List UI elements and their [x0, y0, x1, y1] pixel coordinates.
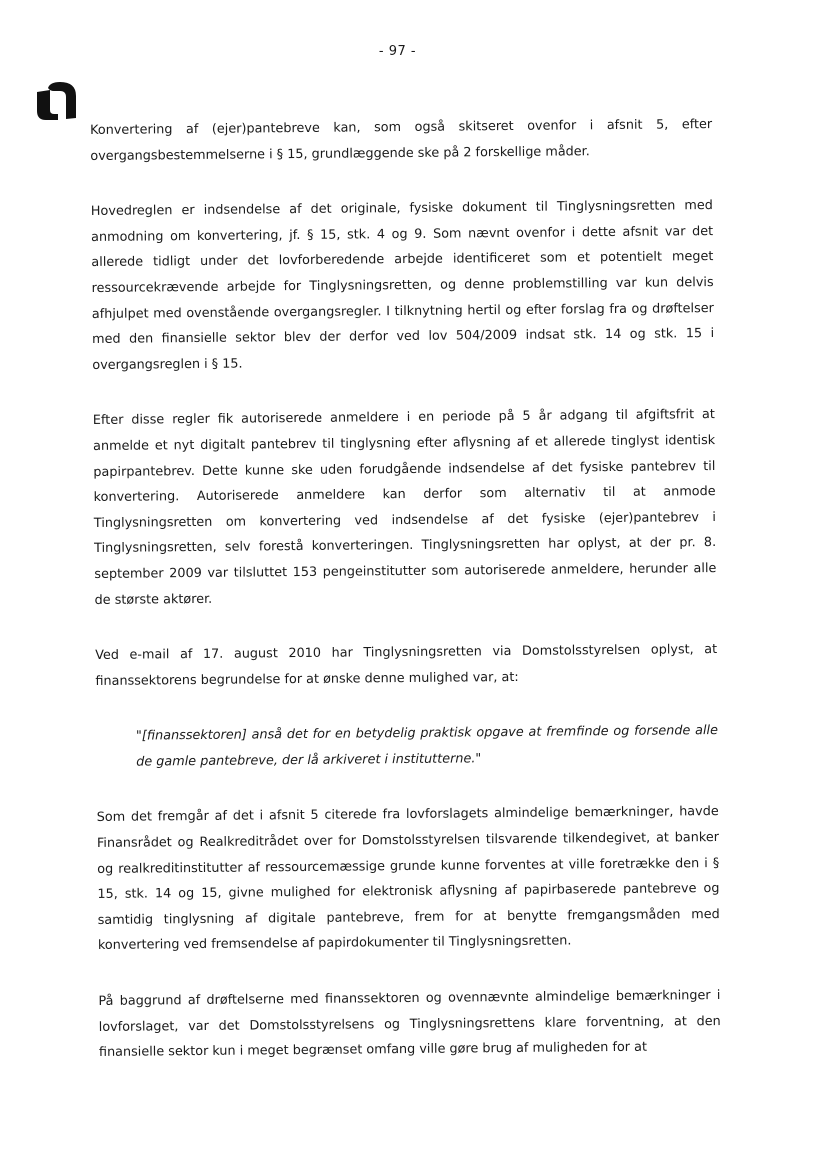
paragraph: Efter disse regler fik autoriserede anmeldere i en periode på 5 år adgang til afgiftsfrit at anmelde et nyt digitalt pantebrev til tinglysning efter aflysning af et allerede tinglyst identisk papirpantebrev. Dette kunne ske uden forudgående indsendelse af det fysiske pantebrev til konvertering. Autoriserede anmeldere kan derfor som alternativ til at anmode Tinglysningsretten om konvertering ved indsendelse af det fysiske (ejer)pantebrev i Tinglysningsretten, selv forestå konverteringen. Tinglysningsretten har oplyst, at der pr. 8. september 2009 var tilsluttet 153 pengeinstitutter som autoriserede anmeldere, herunder alle de største aktører.	[92, 407, 717, 608]
court-logo-icon	[36, 82, 78, 122]
page-number: - 97 -	[378, 44, 417, 59]
document-body	[90, 112, 721, 1096]
paragraph: Hovedreglen er indsendelse af det originale, fysiske dokument til Tinglysningsretten med anmodning om konvertering, jf. § 15, stk. 4 og 9. Som nævnt ovenfor i dette afsnit var det allerede tidligt under det lovforberedende arbejde identificeret som et potentielt meget ressourcekrævende arbejde for Tinglysningsretten, og denne problemstilling var kun delvis afhjulpet med ovenstående overgangsregler. I tilknytning hertil og efter forslag fra og drøftelser med den finansielle sektor blev der derfor ved lov 504/2009 indsat stk. 14 og stk. 15 i overgangsreglen i § 15.	[90, 198, 715, 373]
block-quote: "[finanssektoren] anså det for en betydelig praktisk opgave at fremfinde og forsende alle de gamle pantebreve, der lå arkiveret i institutterne."	[135, 723, 718, 770]
paragraph: Ved e-mail af 17. august 2010 har Tinglysningsretten via Domstolsstyrelsen oplyst, at finanssektorens begrundelse for at ønske denne mulighed var, at:	[95, 642, 718, 689]
paragraph: Konvertering af (ejer)pantebreve kan, som også skitseret ovenfor i afsnit 5, efter overgangsbestemmelserne i § 15, grundlæggende ske på 2 forskellige måder.	[90, 117, 713, 164]
paragraph: På baggrund af drøftelserne med finanssektoren og ovennævnte almindelige bemærkninger i lovforslaget, var det Domstolsstyrelsens og Tinglysningsrettens klare forventning, at den finansielle sektor kun i meget begrænset omfang ville gøre brug af muligheden for at	[98, 988, 721, 1061]
paragraph: Som det fremgår af det i afsnit 5 citerede fra lovforslagets almindelige bemærkninger, havde Finansrådet og Realkreditrådet over for Domstolsstyrelsen tilsvarende tilkendegivet, at banker og realkreditinstitutter af ressourcemæssige grunde kunne forventes at ville foretrække den i § 15, stk. 14 og 15, givne mulighed for elektronisk aflysning af papirbaserede pantebreve og samtidig tinglysning af digitale pantebreve, frem for at benytte fremgangsmåden med konvertering ved fremsendelse af papirdokumenter til Tinglysningsretten.	[96, 804, 720, 954]
